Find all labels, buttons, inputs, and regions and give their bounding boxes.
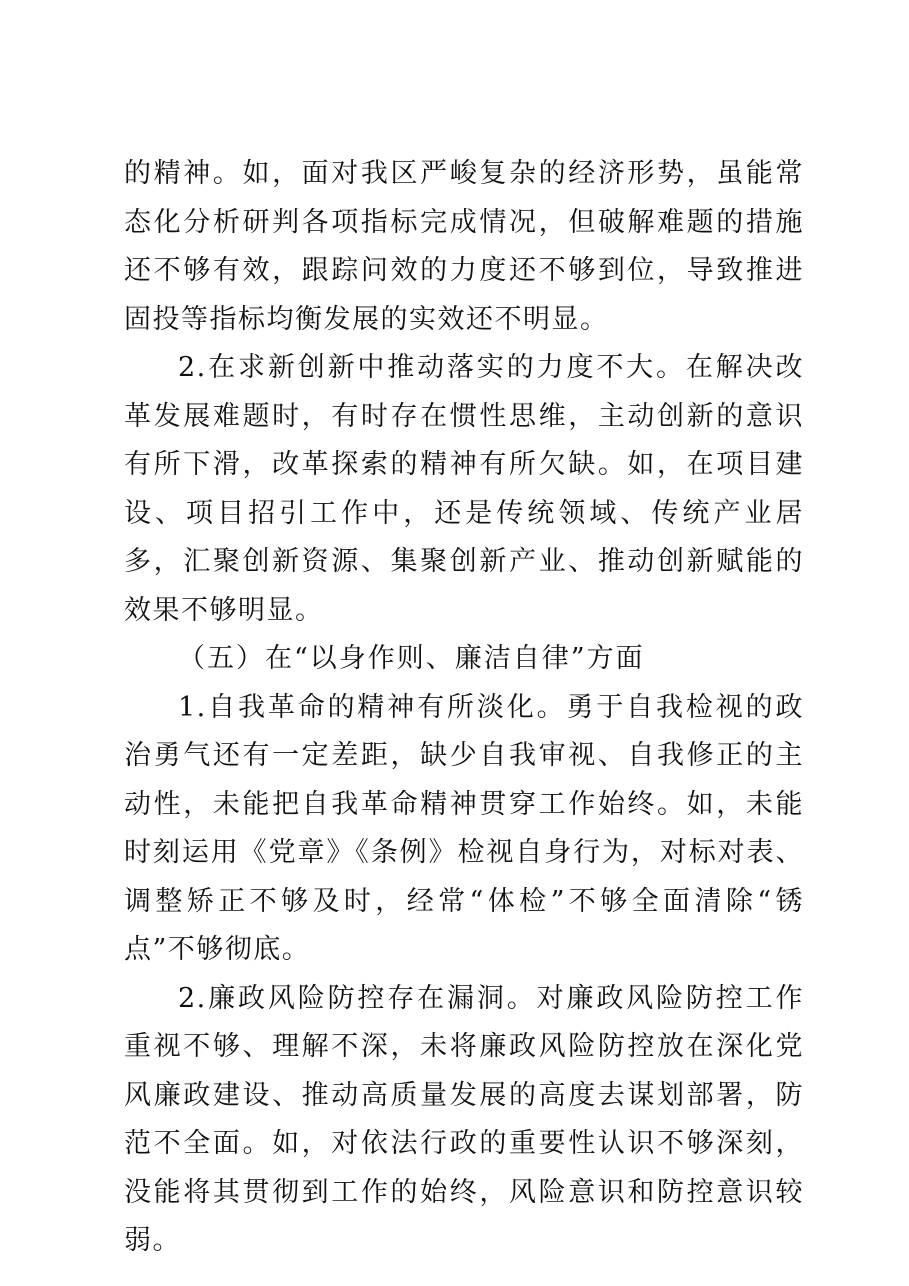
paragraph-item-2-integrity: 2.廉政风险防控存在漏洞。对廉政风险防控工作重视不够、理解不深，未将廉政风险防控放在深化党风廉政建设、推动高质量发展的高度去谋划部署，防范不全面。如，对依法行政的重要性认识不够深刻，没能将其贯彻到工作的始终，风险意识和防控意识较弱。 (124, 982, 804, 1256)
paragraph-continuation: 的精神。如，面对我区严峻复杂的经济形势，虽能常态化分析研判各项指标完成情况，但破解难题的措施还不够有效，跟踪问效的力度还不够到位，导致推进固投等指标均衡发展的实效还不明显。 (124, 158, 804, 335)
paragraph-item-1-self-revolution: 1.自我革命的精神有所淡化。勇于自我检视的政治勇气还有一定差距，缺少自我审视、自我修正的主动性，未能把自我革命精神贯穿工作始终。如，未能时刻运用《党章》《条例》检视自身行为，对标对表、调整矫正不够及时，经常“体检”不够全面清除“锈点”不够彻底。 (124, 691, 804, 965)
document-body (124, 150, 804, 1266)
paragraph-item-2-innovation: 2.在求新创新中推动落实的力度不大。在解决改革发展难题时，有时存在惯性思维，主动创新的意识有所下滑，改革探索的精神有所欠缺。如，在项目建设、项目招引工作中，还是传统领域、传统产业居多，汇聚创新资源、集聚创新产业、推动创新赋能的效果不够明显。 (124, 352, 804, 626)
section-heading-5: （五）在“以身作则、廉洁自律”方面 (178, 643, 645, 674)
